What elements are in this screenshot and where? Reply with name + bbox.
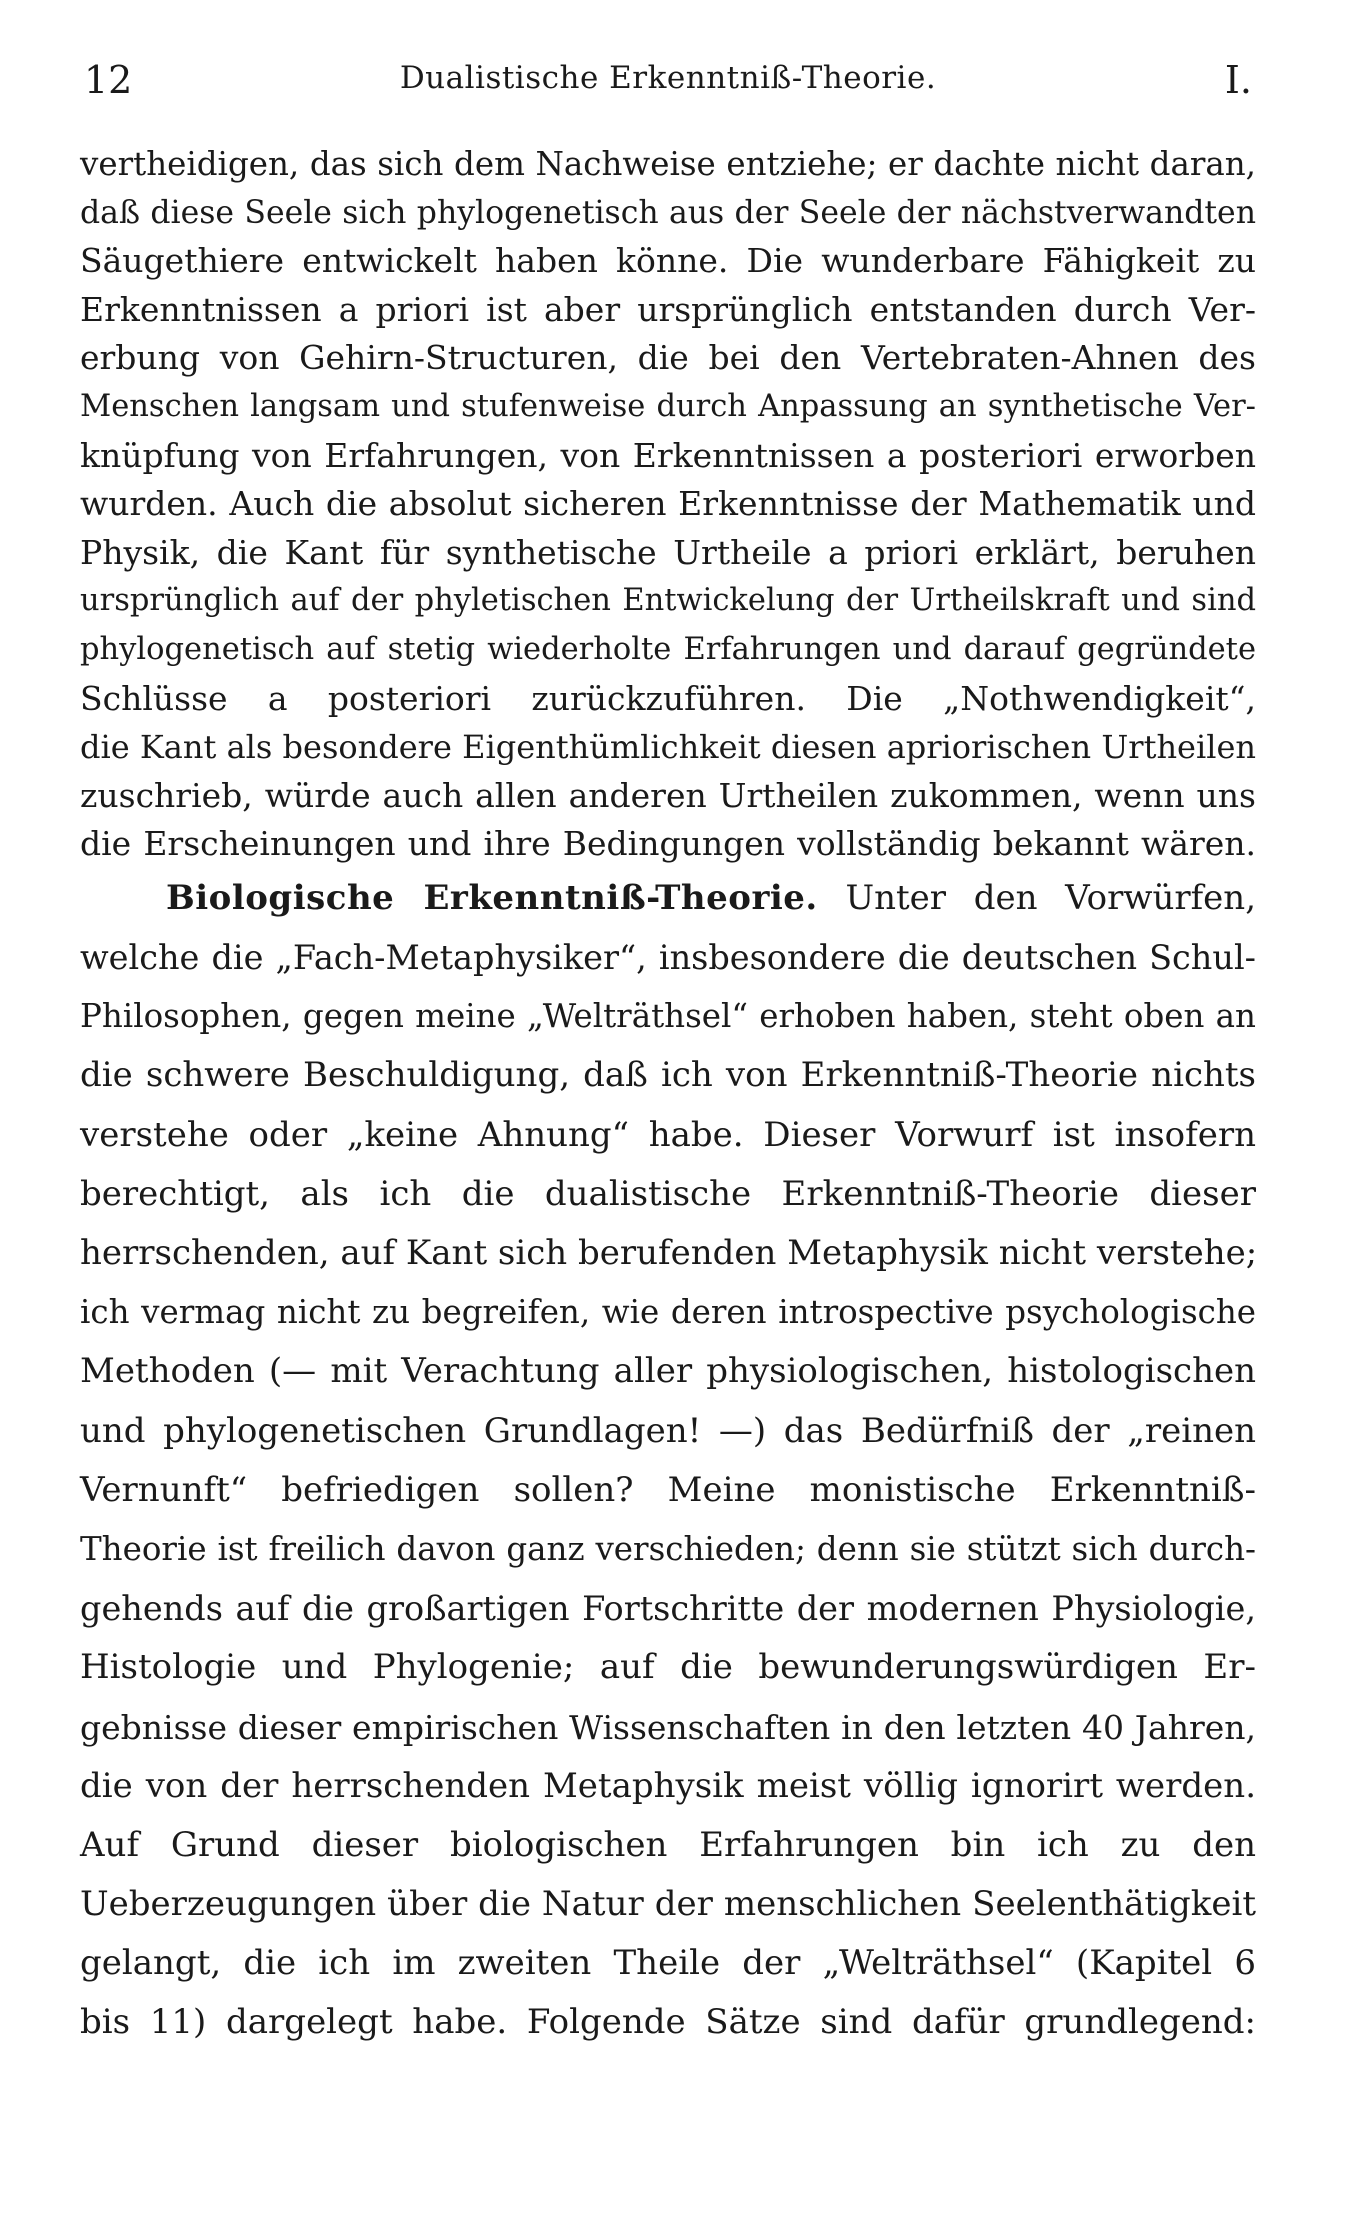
text-line: welche die „Fach-Metaphysiker“, insbesondere die deutschen Schul- [80, 938, 1256, 978]
text-line: herrschenden, auf Kant sich berufenden Metaphysik nicht verstehe; [80, 1233, 1258, 1274]
text-line: Ueberzeugungen über die Natur der menschlichen Seelenthätigkeit [80, 1884, 1256, 1925]
text-line: berechtigt, als ich die dualistische Erkenntniß-Theorie dieser [80, 1173, 1256, 1214]
text-line: Auf Grund dieser biologischen Erfahrungen bin ich zu den [80, 1824, 1256, 1865]
text-line: Physik, die Kant für synthetische Urtheile a priori erklärt, beruhen [80, 532, 1256, 572]
text-line: Erkenntnissen a priori ist aber ursprünglich entstanden durch Ver- [80, 289, 1256, 329]
text-line: Vernunft“ befriedigen sollen? Meine monistische Erkenntniß- [80, 1469, 1256, 1510]
text-line: ich vermag nicht zu begreifen, wie deren introspective psychologische [80, 1293, 1256, 1332]
text-line: gebnisse dieser empirischen Wissenschaften in den letzten 40 Jahren, [80, 1707, 1256, 1747]
text-line: Methoden (— mit Verachtung aller physiologischen, histologischen [80, 1351, 1256, 1392]
section-heading: Biologische Erkenntniß-Theorie. [166, 877, 818, 918]
text-line: gehends auf die großartigen Fortschritte der modernen Physiologie, [80, 1589, 1256, 1629]
book-page [80, 58, 1256, 2053]
text-line: verstehe oder „keine Ahnung“ habe. Dieser Vorwurf ist insofern [80, 1114, 1256, 1155]
text-line [80, 869, 1256, 928]
text-line: Schlüsse a posteriori zurückzuführen. Die „Nothwendigkeit“, [80, 678, 1256, 718]
text-line: phylogenetisch auf stetig wiederholte Erfahrungen und darauf gegründete [80, 631, 1256, 667]
text-line: wurden. Auch die absolut sicheren Erkenntnisse der Mathematik und [80, 484, 1256, 524]
text-line: Säugethiere entwickelt haben könne. Die wunderbare Fähigkeit zu [80, 241, 1256, 281]
body-text [80, 140, 1256, 2053]
text-line: und phylogenetischen Grundlagen! —) das Bedürfniß der „reinen [80, 1410, 1256, 1451]
section-numeral: I. [1224, 58, 1252, 102]
page-header [80, 58, 1256, 110]
text-line: Histologie und Phylogenie; auf die bewunderungswürdigen Er- [80, 1647, 1256, 1688]
text-line: Theorie ist freilich davon ganz verschieden; denn sie stützt sich durch- [80, 1529, 1256, 1568]
text-line: die Erscheinungen und ihre Bedingungen vollständig bekannt wären. [80, 824, 1256, 864]
text-line: die von der herrschenden Metaphysik meist völlig ignorirt werden. [80, 1765, 1256, 1806]
text-line: die schwere Beschuldigung, daß ich von Erkenntniß-Theorie nichts [80, 1055, 1256, 1096]
running-title: Dualistische Erkenntniß-Theorie. [399, 60, 937, 96]
text-line: knüpfung von Erfahrungen, von Erkenntnissen a posteriori erworben [80, 435, 1256, 475]
text-line: die Kant als besondere Eigenthümlichkeit diesen apriorischen Urtheilen [80, 728, 1256, 767]
text-line: vertheidigen, das sich dem Nachweise entziehe; er dachte nicht daran, [80, 145, 1256, 183]
text-line: zuschrieb, würde auch allen anderen Urtheilen zukommen, wenn uns [80, 775, 1256, 815]
text-line: Philosophen, gegen meine „Welträthsel“ erhoben haben, steht oben an [80, 997, 1256, 1036]
paragraph-continuation [80, 140, 1256, 869]
text-line: bis 11) dargelegt habe. Folgende Sätze sind dafür grundlegend: [80, 2002, 1256, 2043]
text-line: ursprünglich auf der phyletischen Entwickelung der Urtheilskraft und sind [80, 583, 1256, 619]
text-line: Menschen langsam und stufenweise durch Anpassung an synthetische Ver- [80, 388, 1256, 424]
heading-line-rest: Unter den Vorwürfen, [845, 877, 1257, 918]
text-line: daß diese Seele sich phylogenetisch aus der Seele der nächstverwandten [80, 194, 1256, 231]
text-line: erbung von Gehirn-Structuren, die bei den Vertebraten-Ahnen des [80, 338, 1256, 378]
text-line: gelangt, die ich im zweiten Theile der „Welträthsel“ (Kapitel 6 [80, 1943, 1256, 1984]
page-number: 12 [84, 58, 133, 102]
paragraph-biological-theory [80, 869, 1256, 2053]
